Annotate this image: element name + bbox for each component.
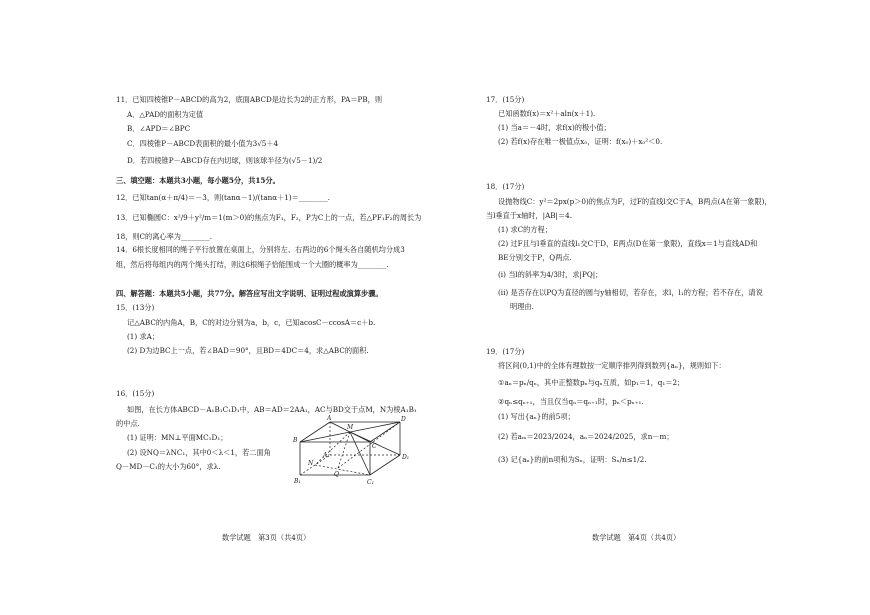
q11-option-b: B．∠APD＝∠BPC — [127, 124, 191, 133]
q11-option-d: D．若四棱锥P－ABCD存在内切球，则该球半径为(√5－1)/2 — [127, 156, 323, 165]
q16-stem-2: 的中点. — [116, 419, 140, 428]
q16-part-2a: (2) 设NQ＝λNC₁，其中0＜λ＜1，若二面角 — [127, 448, 271, 457]
footer-page-4: 数学试题 第4页（共4页） — [592, 533, 681, 542]
label-m: M — [347, 424, 354, 431]
q14-line-2: 组，然后将每组内的两个绳头打结，则这6根绳子恰能围成一个大圈的概率为________. — [116, 260, 389, 269]
q11-option-c: C．四棱锥P－ABCD表面积的最小值为3√5＋4 — [127, 139, 279, 148]
q17-part-1: (1) 当a＝－4时，求f(x)的极小值； — [498, 123, 611, 132]
q11-stem: 11．已知四棱锥P－ABCD的高为2，底面ABCD是边长为2的正方形，PA＝PB，则 — [116, 95, 383, 104]
label-a: A — [327, 415, 332, 422]
q15-stem: 记△ABC的内角A，B，C的对边分别为a，b，c，已知acosC－ccosA＝c＋b. — [127, 318, 376, 327]
q17-heading: 17．(15分) — [486, 95, 525, 104]
q18-part-2a: (2) 过F且与l垂直的直线l₁交C于D，E两点(D在第一象限)，直线x＝1与直线AD和 — [498, 239, 758, 248]
q19-stem: 将区间(0,1)中的全体有理数按一定顺序排列得到数列{aₙ}，规则如下： — [498, 361, 726, 370]
q15-heading: 15．(13分) — [116, 303, 155, 312]
right-page — [460, 0, 870, 615]
q18-stem-2: 当l垂直于x轴时，|AB|＝4. — [486, 211, 573, 220]
footer-page-3: 数学试题 第3页（共4页） — [222, 533, 311, 542]
label-b1: B₁ — [294, 478, 301, 485]
q19-heading: 19．(17分) — [486, 347, 525, 356]
q18-part-2i: (i) 当l的斜率为4/3时，求|PQ|； — [498, 270, 603, 279]
q19-rule-1: ①aₙ＝pₙ/qₙ，其中正整数pₙ与qₙ互质，如p₁＝1，q₁＝2； — [498, 378, 685, 387]
q14-line-1: 14．6根长度相同的绳子平行放置在桌面上，分别将左、右两边的6个绳头各自随机均分成3 — [116, 245, 405, 254]
q18-part-1: (1) 求C的方程； — [498, 225, 552, 234]
label-c: C — [372, 443, 377, 450]
q16-part-2b: Q－MD－C₁的大小为60°，求λ. — [116, 462, 221, 471]
section-4-heading: 四、解答题：本题共5小题，共77分。解答应写出文字说明、证明过程或演算步骤。 — [116, 289, 383, 298]
q19-rule-2: ②qₙ≤qₙ₊₁，当且仅当qₙ＝qₙ₊₁时，pₙ＜pₙ₊₁. — [498, 397, 644, 406]
cuboid-figure — [290, 412, 415, 487]
q18-part-2b: BE分别交于P，Q两点. — [498, 253, 572, 262]
q13-text-cont: 18，则C的离心率为________. — [116, 232, 212, 241]
q18-part-2ii-b: 明理由. — [510, 302, 534, 311]
label-d1: D₁ — [402, 454, 410, 461]
q18-stem-1: 设抛物线C：y²＝2px(p＞0)的焦点为F，过F的直线l交C于A，B两点(A在第一象限)， — [498, 197, 772, 206]
label-n: N — [308, 460, 314, 467]
q17-stem: 已知函数f(x)＝x²＋aln(x＋1). — [498, 109, 596, 118]
q15-part-2: (2) D为边BC上一点，若∠BAD＝90°，且BD＝4DC＝4，求△ABC的面积. — [127, 346, 369, 355]
segment-mc1 — [350, 432, 370, 475]
label-d: D — [401, 416, 406, 423]
q15-part-1: (1) 求A； — [127, 332, 160, 341]
q19-part-2: (2) 若aₘ＝2023/2024，aₙ＝2024/2025，求n－m； — [498, 432, 674, 441]
q17-part-2: (2) 若f(x)存在唯一极值点x₀，证明：f(x₀)＋x₀²＜0. — [498, 137, 663, 146]
edge-c1d1 — [370, 455, 400, 475]
q12-text: 12．已知tan(α＋π/4)＝－3，则(tanα－1)/(tanα＋1)＝________. — [116, 193, 330, 202]
segment-nc1-hidden — [315, 465, 370, 475]
q11-option-a: A．△PAD的面积为定值 — [127, 110, 204, 119]
label-c1: C₁ — [367, 479, 374, 486]
label-b: B — [293, 437, 298, 444]
q18-part-2ii-a: (ii) 是否存在以PQ为直径的圆与y轴相切，若存在，求l，l₁的方程；若不存在，请说 — [498, 288, 763, 297]
q16-part-1: (1) 证明：MN⊥平面MC₁D₁； — [127, 433, 228, 442]
section-3-heading: 三、填空题：本题共3小题，每小题5分，共15分。 — [116, 176, 280, 185]
label-a1: A₁ — [323, 452, 330, 459]
q16-heading: 16．(15分) — [116, 389, 155, 398]
q13-text: 13．已知椭圆C：x²/9＋y²/m＝1(m＞0)的焦点为F₁，F₂，P为C上的一点，若△PF₁F₂的周长为 — [116, 213, 422, 222]
q19-part-3: (3) 记{aₙ}的前n项和为Sₙ，证明：Sₙ/n≤1/2. — [498, 455, 647, 464]
label-q: Q — [334, 471, 339, 478]
q19-part-1: (1) 写出{aₙ}的前5项； — [498, 412, 575, 421]
q18-heading: 18．(17分) — [486, 182, 525, 191]
q16-stem-1: 如图，在长方体ABCD－A₁B₁C₁D₁中，AB＝AD＝2AA₁，AC与BD交于点M，N为棱A₁B₁ — [127, 405, 417, 414]
